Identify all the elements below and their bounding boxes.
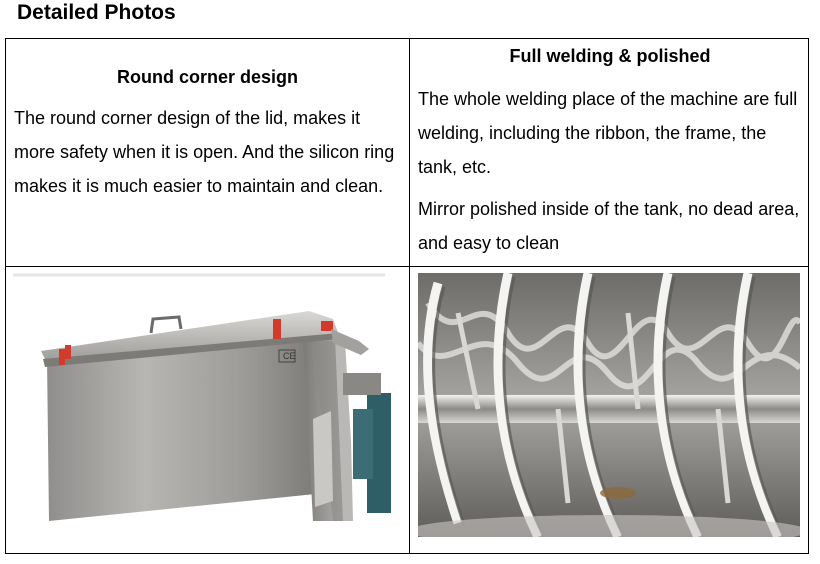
table-divider-vertical — [409, 39, 410, 553]
mixer-tank-exterior-photo — [13, 271, 391, 521]
svg-text:CE: CE — [283, 351, 296, 361]
ribbon-agitator-interior-photo — [418, 273, 800, 537]
table-divider-horizontal — [6, 266, 808, 267]
right-cell-paragraph-1: The whole welding place of the machine are full welding, including the ribbon, the frame, the tank, etc. — [418, 89, 798, 177]
left-cell-heading: Round corner design — [116, 67, 298, 87]
page-title: Detailed Photos — [17, 1, 176, 24]
right-cell-paragraph-2: Mirror polished inside of the tank, no dead area, and easy to clean — [418, 199, 800, 253]
right-cell-heading: Full welding & polished — [509, 46, 711, 66]
detail-table — [5, 38, 809, 554]
left-cell-body: The round corner design of the lid, makes it more safety when it is open. And the silicon ring makes it is much easier to maintain and clean. — [14, 108, 395, 196]
